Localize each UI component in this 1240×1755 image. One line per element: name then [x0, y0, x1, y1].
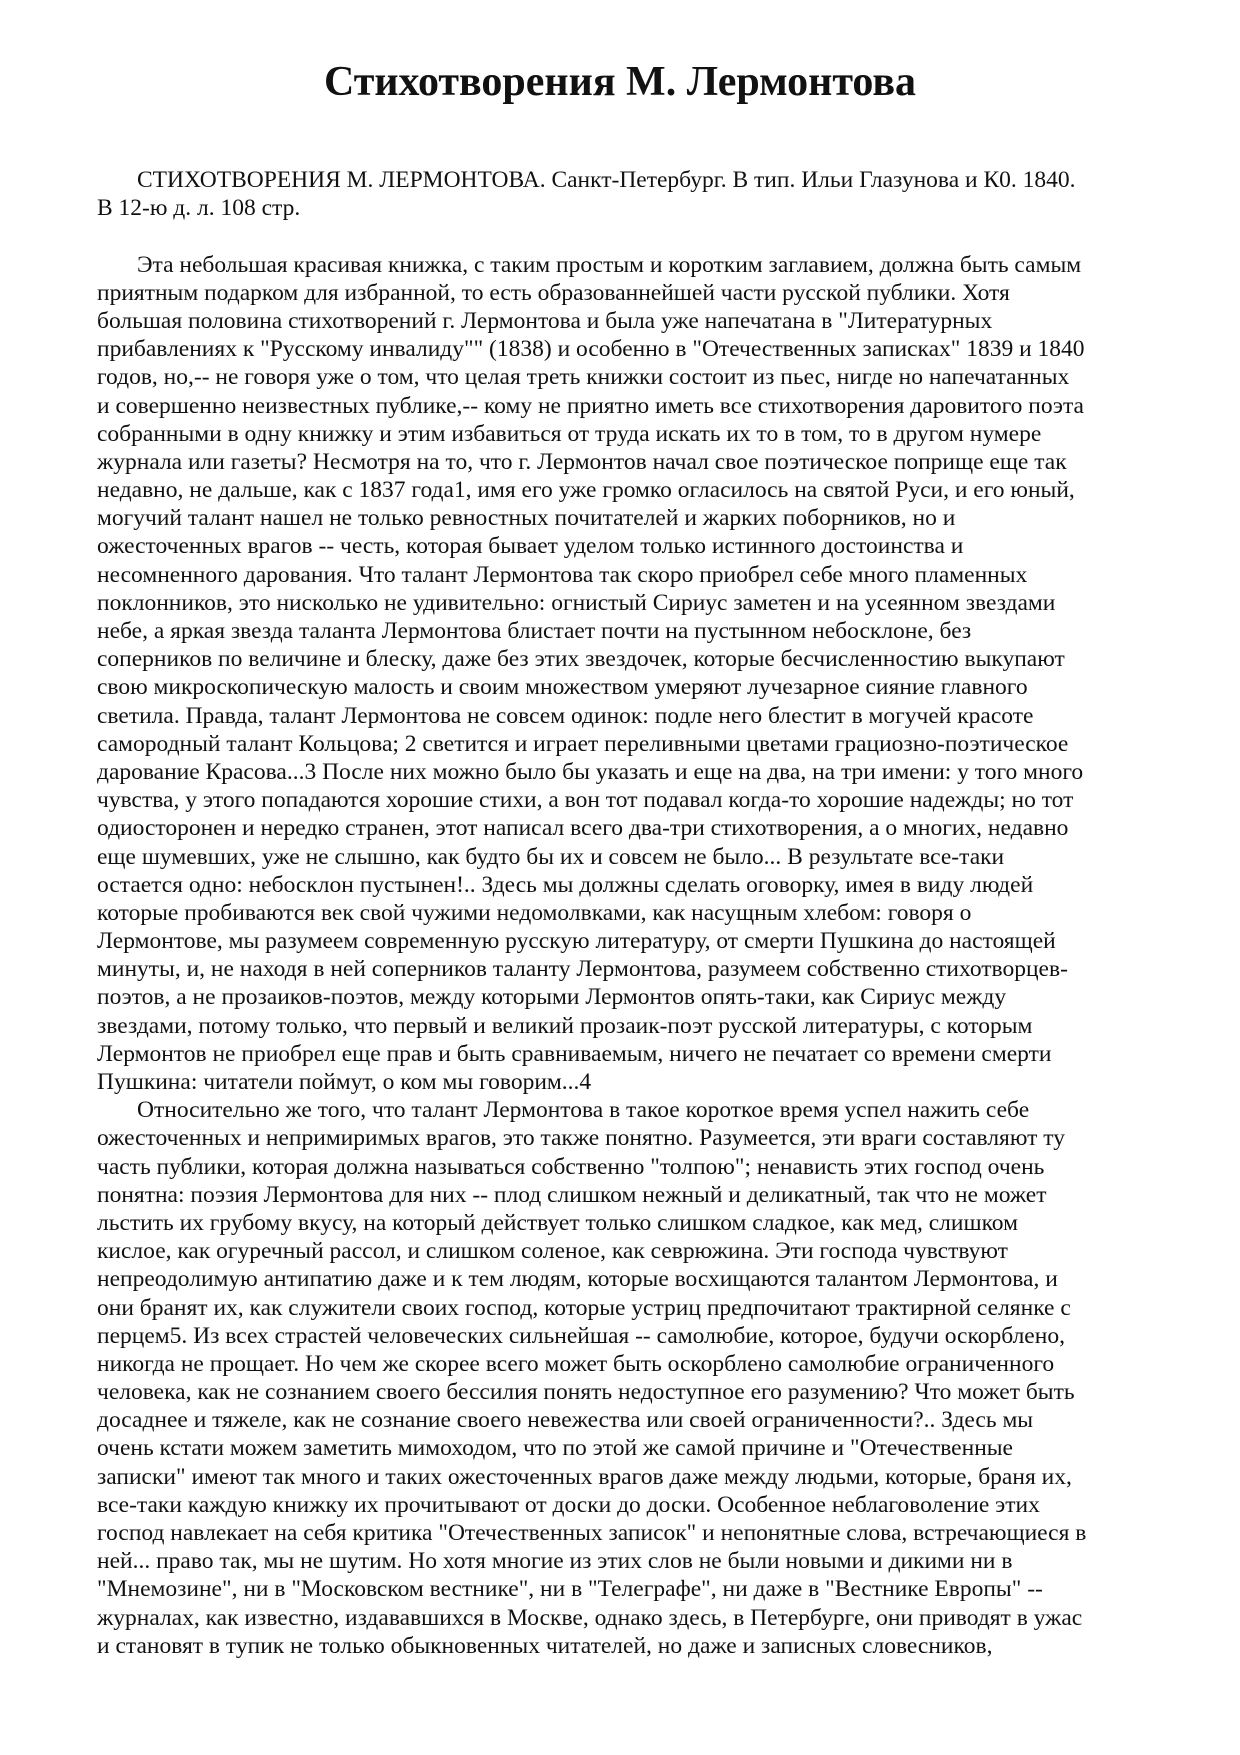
- paragraph-line: записки" имеют так много и таких ожесточенных врагов даже между людьми, которые, браня их,: [97, 1463, 1072, 1490]
- paragraph-line: несомненного дарования. Что талант Лермонтова так скоро приобрел себе много пламенных: [97, 561, 1028, 588]
- paragraph-line: понятна: поэзия Лермонтова для них -- плод слишком нежный и деликатный, так что не может: [97, 1181, 1047, 1208]
- paragraph-line: могучий талант нашел не только ревностных почитателей и жарких поборников, но и: [97, 505, 956, 532]
- paragraph-line: звездами, потому только, что первый и великий прозаик-поэт русской литературы, с которым: [97, 1012, 1033, 1039]
- paragraph-line: досаднее и тяжеле, как не сознание своего невежества или своей ограниченности?.. Здесь мы: [97, 1407, 1034, 1434]
- paragraph-line: журналах, как известно, издававшихся в Москве, однако здесь, в Петербурге, они приводят в ужас: [97, 1604, 1083, 1631]
- paragraph-line: соперников по величине и блеску, даже без этих звездочек, которые бесчисленностию выкупают: [97, 646, 1065, 673]
- paragraph-line: и становят в тупик не только обыкновенных читателей, но даже и записных словесников,: [97, 1632, 993, 1659]
- paragraph-line: еще шумевших, уже не слышно, как будто бы их и совсем не было... В результате все-таки: [97, 843, 1005, 870]
- paragraph-line: минуты, и, не находя в ней соперников таланту Лермонтова, разумеем собственно стихотворцев-: [97, 956, 1068, 983]
- paragraph-line: ней... право так, мы не шутим. Но хотя многие из этих слов не были новыми и дикими ни в: [97, 1548, 1013, 1575]
- paragraph-line: приятным подарком для избранной, то есть образованнейшей части русской публики. Хотя: [97, 279, 1010, 306]
- paragraph-line: собранными в одну книжку и этим избавиться от труда искать их то в том, то в другом нумере: [97, 420, 1042, 447]
- paragraph-line: годов, но,-- не говоря уже о том, что целая треть книжки состоит из пьес, нигде но напечатанных: [97, 364, 1070, 391]
- paragraph-line: льстить их грубому вкусу, на который действует только слишком сладкое, как мед, слишком: [97, 1209, 1018, 1236]
- paragraph-line: они бранят их, как служители своих господ, которые устриц предпочитают трактирной селянке с: [97, 1294, 1071, 1321]
- paragraph-line: Лермонтов не приобрел еще прав и быть сравниваемым, ничего не печатает со времени смерти: [97, 1040, 1052, 1067]
- paragraph-line: перцем5. Из всех страстей человеческих сильнейшая -- самолюбие, которое, будучи оскорблено,: [97, 1322, 1065, 1349]
- paragraph-line: Эта небольшая красивая книжка, с таким простым и коротким заглавием, должна быть самым: [137, 251, 1082, 278]
- paragraph-line: недавно, не дальше, как с 1837 года1, имя его уже громко огласилось на святой Руси, и его юный,: [97, 477, 1075, 504]
- paragraph-line: Лермонтове, мы разумеем современную русскую литературу, от смерти Пушкина до настоящей: [97, 928, 1056, 955]
- document-title: Стихотворения М. Лермонтова: [323, 59, 917, 105]
- paragraph-line: дарование Красова...3 После них можно было бы указать и еще на два, на три имени: у того много: [97, 758, 1084, 785]
- paragraph-line: большая половина стихотворений г. Лермонтова и была уже напечатана в "Литературных: [97, 307, 993, 334]
- document-body: [97, 166, 1157, 1660]
- paragraph-line: непреодолимую антипатию даже и к тем людям, которые восхищаются талантом Лермонтова, и: [97, 1266, 1058, 1293]
- paragraph-line: "Мнемозине", ни в "Московском вестнике", ни в "Телеграфе", ни даже в "Вестнике Европы" --: [97, 1576, 1043, 1603]
- paragraph-line: все-таки каждую книжку их прочитывают от доски до доски. Особенное неблаговоление этих: [97, 1491, 1040, 1518]
- paragraph-gap: [97, 222, 1157, 250]
- paragraph-line: человека, как не сознанием своего бессилия понять недоступное его разумению? Что может быть: [97, 1379, 1075, 1406]
- citation: [97, 166, 1157, 222]
- paragraph-1: [97, 251, 1157, 1097]
- paragraph-line: небе, а яркая звезда таланта Лермонтова блистает почти на пустынном небосклоне, без: [97, 618, 972, 644]
- paragraph-2: [97, 1096, 1157, 1660]
- paragraph-line: ожесточенных и непримиримых врагов, это также понятно. Разумеется, эти враги составляют ту: [97, 1125, 1065, 1152]
- paragraph-line: самородный талант Кольцова; 2 светится и играет переливными цветами грациозно-поэтическое: [97, 730, 1069, 757]
- paragraph-line: остается одно: небосклон пустынен!.. Здесь мы должны сделать оговорку, имея в виду людей: [97, 871, 1034, 898]
- paragraph-line: Пушкина: читатели поймут, о ком мы говорим...4: [97, 1069, 592, 1095]
- paragraph-line: светила. Правда, талант Лермонтова не совсем одинок: подле него блестит в могучей красоте: [97, 702, 1034, 729]
- paragraph-line: господ навлекает на себя критика "Отечественных записок" и непонятные слова, встречающиеся в: [97, 1520, 1087, 1546]
- paragraph-line: Относительно же того, что талант Лермонтова в такое короткое время успел нажить себе: [137, 1097, 1030, 1124]
- paragraph-line: журнала или газеты? Несмотря на то, что г. Лермонтов начал свое поэтическое поприще еще так: [97, 448, 1067, 475]
- paragraph-line: которые пробиваются век свой чужими недомолвками, как насущным хлебом: говоря о: [97, 899, 972, 926]
- paragraph-line: и совершенно неизвестных публике,-- кому не приятно иметь все стихотворения даровитого поэта: [97, 392, 1084, 419]
- paragraph-line: ожесточенных врагов -- честь, которая бывает уделом только истинного достоинства и: [97, 533, 964, 560]
- citation-line: СТИХОТВОРЕНИЯ М. ЛЕРМОНТОВА. Санкт-Петербург. В тип. Ильи Глазунова и К0. 1840.: [137, 167, 1076, 193]
- paragraph-line: поэтов, а не прозаиков-поэтов, между которыми Лермонтов опять-таки, как Сириус между: [97, 984, 1007, 1011]
- paragraph-line: очень кстати можем заметить мимоходом, что по этой же самой причине и "Отечественные: [97, 1435, 1013, 1462]
- paragraph-line: свою микроскопическую малость и своим множеством умеряют лучезарное сияние главного: [97, 674, 1028, 701]
- paragraph-line: часть публики, которая должна называться собственно "толпою"; ненависть этих господ очень: [97, 1153, 1045, 1180]
- paragraph-line: одиосторонен и нередко странен, этот написал всего два-три стихотворения, а о многих, недавно: [97, 815, 1069, 842]
- paragraph-line: поклонников, это нисколько не удивительно: огнистый Сириус заметен и на усеянном звездами: [97, 589, 1056, 616]
- paragraph-line: чувства, у этого попадаются хорошие стихи, а вон тот подавал когда-то хорошие надежды; но тот: [97, 787, 1074, 814]
- citation-line: В 12-ю д. л. 108 стр.: [97, 195, 301, 222]
- paragraph-line: прибавлениях к "Русскому инвалиду"" (1838) и особенно в "Отечественных записках" 1839 и 1840: [97, 336, 1085, 363]
- paragraph-line: никогда не прощает. Но чем же скорее всего может быть оскорблено самолюбие ограниченного: [97, 1350, 1055, 1377]
- paragraph-line: кислое, как огуречный рассол, и слишком соленое, как севрюжина. Эти господа чувствуют: [97, 1238, 1008, 1265]
